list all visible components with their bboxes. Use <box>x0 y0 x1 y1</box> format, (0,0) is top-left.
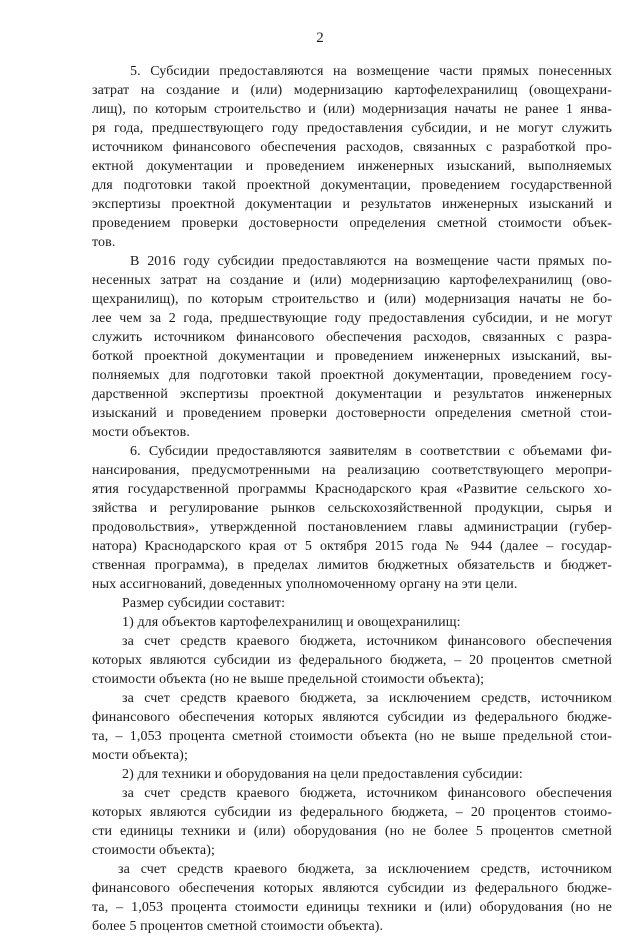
text-line: проведением проверки достоверности определения сметной стоимости объек- <box>92 216 612 231</box>
text-line: дарственной экспертизы проектной документации и результатов инженерных <box>92 387 612 402</box>
text-line: щехранилищ), по которым строительство и (или) модернизация начаты не бо- <box>92 292 612 307</box>
text-line: ектной документации и проведением инженерных изысканий, выполняемых <box>92 159 612 174</box>
document-body <box>92 62 612 936</box>
text-line: натора) Краснодарского края от 5 октября 2015 года № 944 (далее – государ- <box>92 539 612 554</box>
text-line: продовольствия», утвержденной постановлением главы администрации (губер- <box>92 520 612 535</box>
text-line: за счет средств краевого бюджета, за исключением средств, источником <box>118 862 612 877</box>
text-line: финансового обеспечения которых являются субсидии из федерального бюдже- <box>92 710 612 725</box>
text-line: за счет средств краевого бюджета, источником финансового обеспечения <box>122 786 612 801</box>
text-line: более 5 процентов сметной стоимости объекта). <box>92 919 384 934</box>
text-line: ных ассигнований, доведенных уполномоченному органу на эти цели. <box>92 577 518 592</box>
text-line: зяйства и регулирование рынков сельскохозяйственной продукции, сырья и <box>92 501 612 516</box>
text-line: ря года, предшествующего году предоставления субсидии, и не могут служить <box>92 121 612 136</box>
text-line: 5. Субсидии предоставляются на возмещение части прямых понесенных <box>130 64 612 79</box>
text-line: сти единицы техники и (или) оборудования (но не более 5 процентов сметной <box>92 824 612 839</box>
text-line: экспертизы проектной документации и результатов инженерных изысканий и <box>92 197 612 212</box>
text-line: 6. Субсидии предоставляются заявителям в соответствии с объемами фи- <box>130 444 612 459</box>
text-line: финансового обеспечения которых являются субсидии из федерального бюдже- <box>92 881 612 896</box>
text-line: мости объектов. <box>92 425 190 440</box>
text-line: лее чем за 2 года, предшествующие году предоставления субсидии, и не могут <box>92 311 612 326</box>
text-line: за счет средств краевого бюджета, источником финансового обеспечения <box>122 634 612 649</box>
page-number: 2 <box>316 30 324 46</box>
paragraph-5 <box>92 62 612 252</box>
text-line: источником финансового обеспечения расходов, связанных с разработкой про- <box>92 140 612 155</box>
text-line: для подготовки такой проектной документации, проведением государственной <box>92 178 612 193</box>
list-item-2: 2) для техники и оборудования на цели предоставления субсидии: <box>122 767 523 782</box>
paragraph-item-1b <box>92 689 612 765</box>
paragraph-item-2a <box>92 784 612 860</box>
paragraph-item-2b <box>92 860 612 936</box>
text-line: лищ), по которым строительство и (или) модернизация начаты не ранее 1 янва- <box>92 102 612 117</box>
text-line: тов. <box>92 235 116 250</box>
text-line: которых являются субсидии из федерального бюджета, – 20 процентов сметной <box>92 653 612 668</box>
text-line: затрат на создание и (или) модернизацию картофелехранилищ (овощехрани- <box>92 83 612 98</box>
text-line: которых являются субсидии из федерального бюджета, – 20 процентов стоимо- <box>92 805 612 820</box>
text-line: ятия государственной программы Краснодарского края «Развитие сельского хо- <box>92 482 612 497</box>
text-line: изысканий и проведением проверки достоверности определения сметной стои- <box>92 406 612 421</box>
subsidy-size-heading: Размер субсидии составит: <box>122 596 286 611</box>
text-line: нансирования, предусмотренными на реализацию соответствующего меропри- <box>92 463 612 478</box>
text-line: боткой проектной документации и проведением инженерных изысканий, вы- <box>92 349 612 364</box>
text-line: служить источником финансового обеспечения расходов, связанных с разра- <box>92 330 612 345</box>
text-line: та, – 1,053 процента сметной стоимости объекта (но не выше предельной стои- <box>92 729 612 744</box>
paragraph-item-1a <box>92 632 612 689</box>
text-line: та, – 1,053 процента стоимости единицы техники и (или) оборудования (но не <box>92 900 612 915</box>
text-line: стоимости объекта (но не выше предельной стоимости объекта); <box>92 672 485 687</box>
text-line: ственная программа), в пределах лимитов бюджетных обязательств и бюджет- <box>92 558 612 573</box>
text-line: В 2016 году субсидии предоставляются на возмещение части прямых по- <box>130 254 612 269</box>
text-line: полняемых для подготовки такой проектной документации, проведением госу- <box>92 368 612 383</box>
paragraph-2016 <box>92 252 612 442</box>
text-line: стоимости объекта); <box>92 843 215 858</box>
paragraph-6 <box>92 442 612 594</box>
text-line: мости объекта); <box>92 748 188 763</box>
list-item-1: 1) для объектов картофелехранилищ и овощехранилищ: <box>122 615 461 630</box>
text-line: за счет средств краевого бюджета, за исключением средств, источником <box>122 691 612 706</box>
text-line: несенных затрат на создание и (или) модернизацию картофелехранилищ (ово- <box>92 273 612 288</box>
